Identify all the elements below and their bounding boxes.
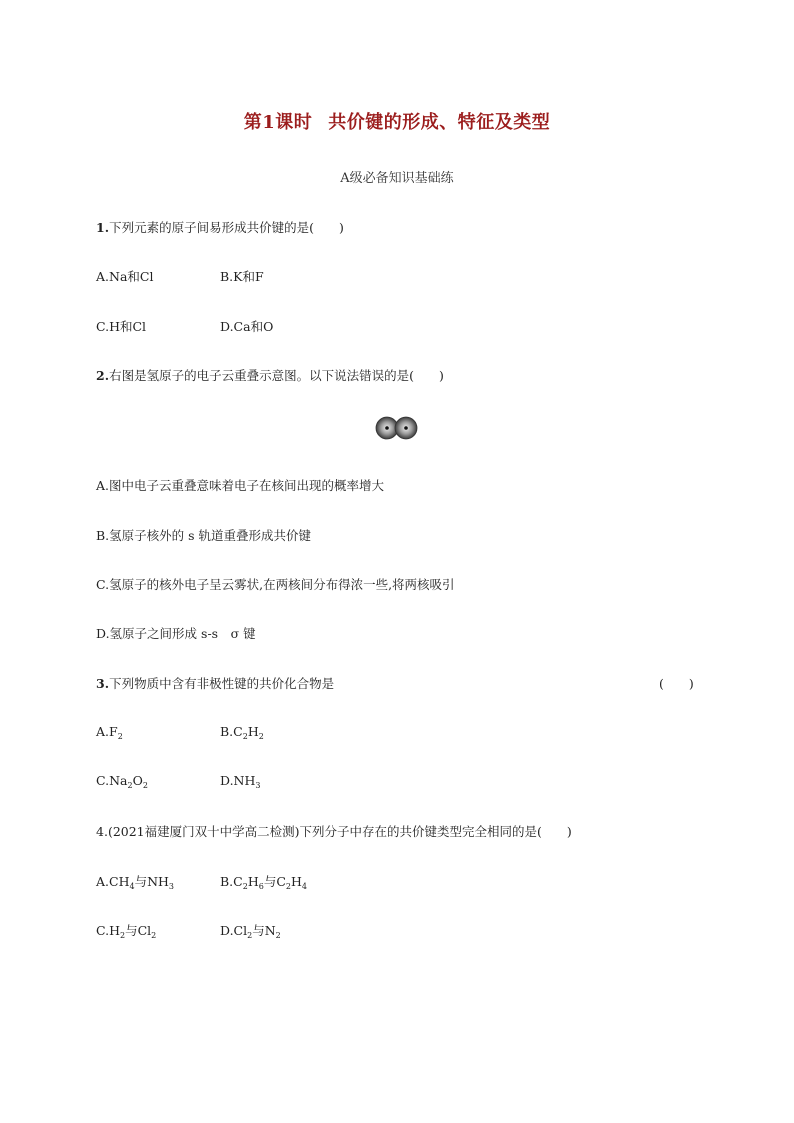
nucleus-right <box>404 426 408 430</box>
section-subtitle: A级必备知识基础练 <box>340 171 454 186</box>
q3-option-a: $A.F_2$ <box>96 724 123 741</box>
q1-option-c: C.H和Cl <box>96 319 147 334</box>
page-title <box>0 108 794 134</box>
question-number: 4. <box>96 824 108 839</box>
q1-option-a: A.Na和Cl <box>96 269 154 284</box>
question-text: 下列元素的原子间易形成共价键的是( ) <box>109 220 344 235</box>
q4-option-a: $A.CH_4$与$NH_3$ <box>96 874 174 891</box>
electron-cloud-overlap-figure <box>375 416 419 440</box>
q2-option-b: B.氢原子核外的 s 轨道重叠形成共价键 <box>96 528 312 543</box>
q3-option-c: $C.Na_2O_2$ <box>96 773 148 790</box>
question-text: 右图是氢原子的电子云重叠示意图。以下说法错误的是( ) <box>109 368 444 383</box>
question-text: 下列物质中含有非极性键的共价化合物是 <box>109 676 335 691</box>
lesson-topic: 共价键的形成、特征及类型 <box>328 112 551 133</box>
question-number: 3. <box>96 676 110 691</box>
q3-option-d: $D.NH_3$ <box>220 773 261 790</box>
q2-option-c: C.氢原子的核外电子呈云雾状,在两核间分布得浓一些,将两核吸引 <box>96 577 455 592</box>
question-2 <box>96 366 444 384</box>
q4-option-b: $B.C_2H_6$与$C_2H_4$ <box>220 874 307 891</box>
lesson-number: 第1课时 <box>243 112 313 133</box>
q4-option-d: $D.Cl_2$与$N_2$ <box>220 923 281 940</box>
question-3 <box>96 674 334 692</box>
question-1 <box>96 218 344 236</box>
q2-option-a: A.图中电子云重叠意味着电子在核间出现的概率增大 <box>96 478 385 493</box>
q4-option-c: $C.H_2$与$Cl_2$ <box>96 923 157 940</box>
question-number: 2. <box>96 368 110 383</box>
q1-option-b: B.K和F <box>220 269 264 284</box>
q3-option-b: $B.C_2H_2$ <box>220 724 264 741</box>
question-number: 1. <box>96 220 110 235</box>
q2-option-d: D.氢原子之间形成 s-s σ 键 <box>96 626 256 641</box>
q1-option-d: D.Ca和O <box>220 319 274 334</box>
question-text: (2021福建厦门双十中学高二检测)下列分子中存在的共价键类型完全相同的是( ) <box>107 824 572 839</box>
question-4 <box>96 822 572 840</box>
nucleus-left <box>385 426 389 430</box>
answer-bracket: ( ) <box>659 676 694 691</box>
